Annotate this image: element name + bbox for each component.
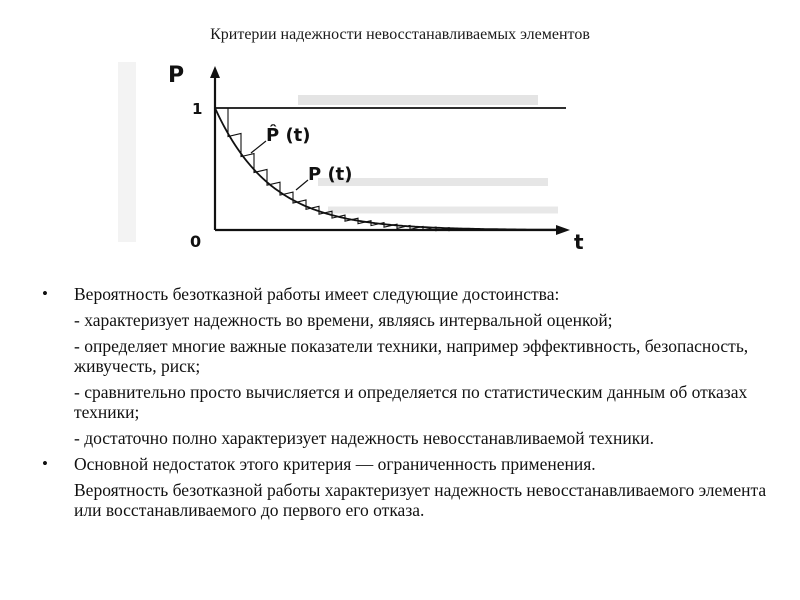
bleed-bar — [118, 62, 136, 242]
sub-item: - определяет многие важные показатели техники, например эффективность, безопасность, живучесть, риск; — [74, 336, 749, 376]
axis-x-label: t — [574, 230, 584, 254]
origin-label: 0 — [190, 232, 202, 251]
bullet-dot: • — [42, 284, 48, 303]
sub-item: - достаточно полно характеризует надежность невосстанавливаемой техники. — [74, 428, 654, 448]
estimate-curve-label: P̂ (t) — [266, 125, 311, 146]
axis-y-label: P — [168, 63, 185, 88]
bullet-advantages — [40, 284, 780, 304]
background-bleed — [118, 62, 558, 242]
reliability-graph — [118, 52, 598, 262]
true-leader — [296, 180, 308, 190]
bullet-drawback — [40, 454, 780, 474]
bullet-drawback-continuation: Вероятность безотказной работы характеризует надежность невосстанавливаемого элемента или восстанавливаемого до первого его отказа. — [74, 480, 767, 520]
tick-one-label: 1 — [192, 100, 203, 118]
true-curve-label: P (t) — [308, 164, 353, 185]
bullet-advantages-text: Вероятность безотказной работы имеет следующие достоинства: — [74, 284, 560, 304]
y-axis-arrow — [210, 66, 220, 78]
estimate-leader — [251, 141, 266, 153]
sub-item: - характеризует надежность во времени, являясь интервальной оценкой; — [74, 310, 613, 330]
bullet-dot: • — [42, 454, 48, 473]
bullet-drawback-text: Основной недостаток этого критерия — ограниченность применения. — [74, 454, 596, 474]
x-axis-arrow — [556, 225, 570, 235]
reliability-graph-svg — [118, 52, 598, 262]
slide-content — [40, 284, 780, 526]
sub-item: - сравнительно просто вычисляется и определяется по статистическим данным об отказах техники; — [74, 382, 748, 422]
slide-title: Критерии надежности невосстанавливаемых элементов — [210, 26, 590, 43]
